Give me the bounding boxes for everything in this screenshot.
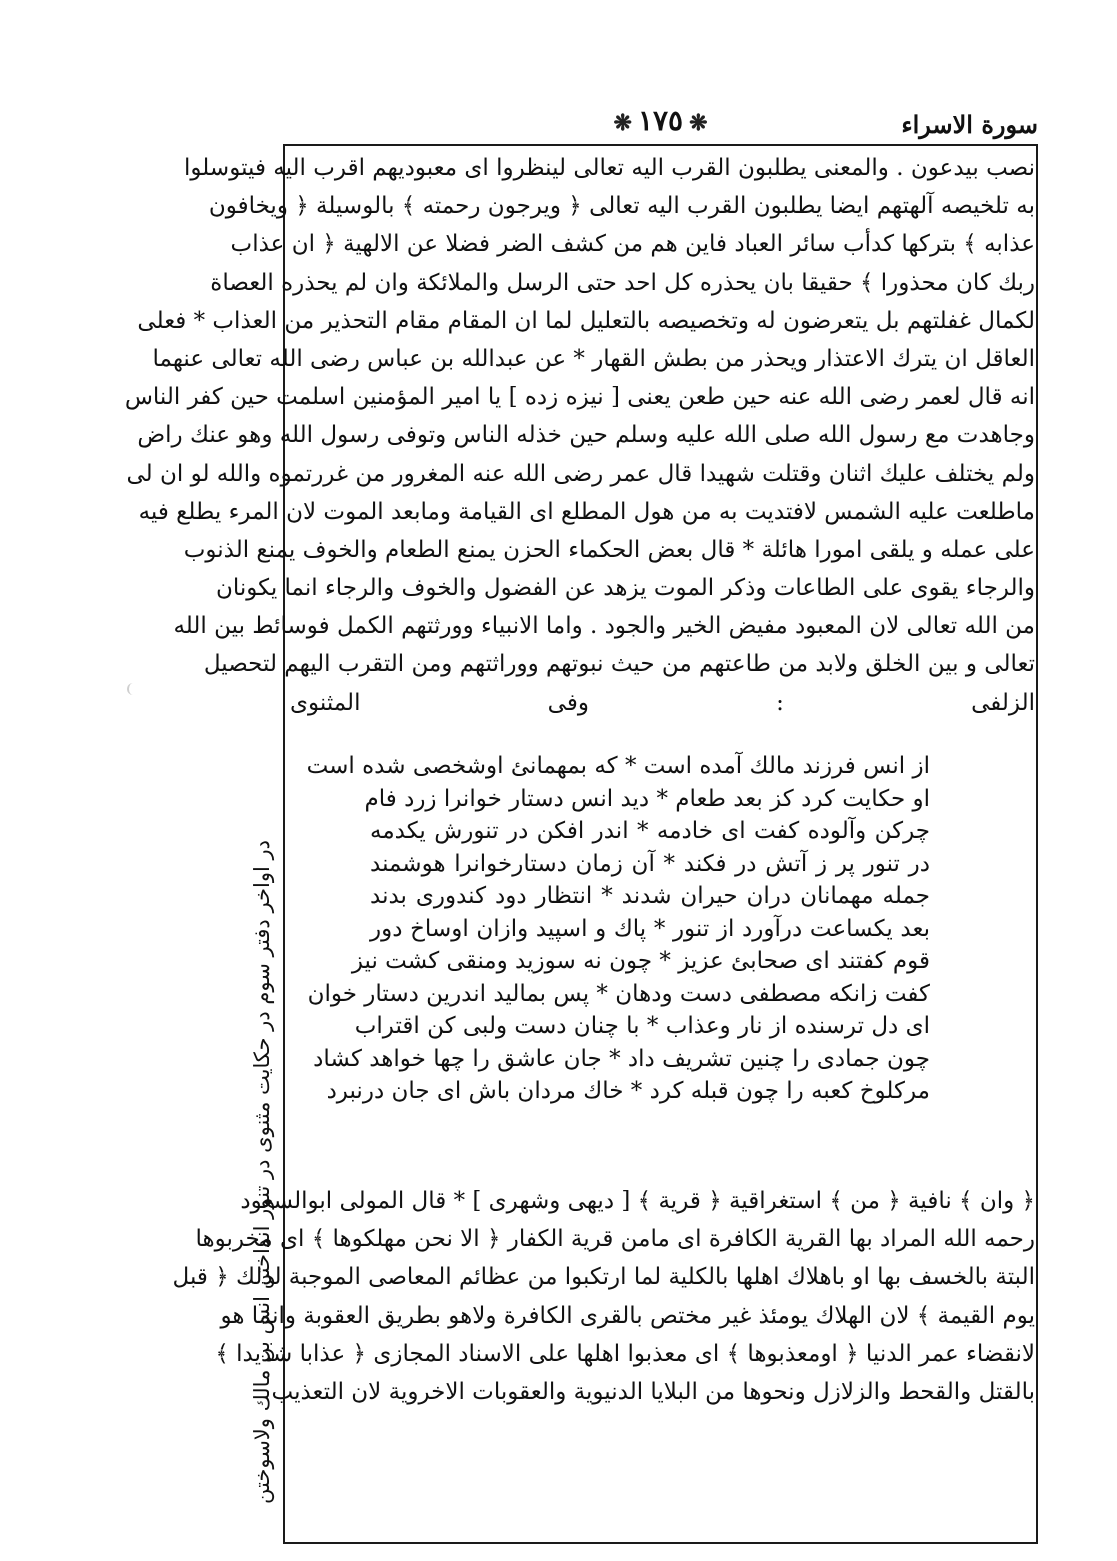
poem-verse: از انس فرزند مالك آمده است * كه بمهمانئ اوشخصى شده است [306, 753, 930, 779]
poem-verse: كفت زانكه مصطفى دست ودهان * پس بماليد اندرين دستار خوان [307, 980, 930, 1007]
text-line: ﴿ وان ﴾ نافية ﴿ من ﴾ استغراقية ﴿ قرية ﴾ [ ديهى وشهرى ] * قال المولى ابوالسعود [240, 1188, 1035, 1214]
text-line: انه قال لعمر رضى الله عنه حين طعن يعنى [ نيزه زده ] يا امير المؤمنين اسلمت حين كفر الناس [124, 384, 1035, 411]
text-line: وجاهدت مع رسول الله صلى الله عليه وسلم حين خذله الناس وتوفى رسول الله وهو عنك راض [137, 422, 1035, 449]
text-line: البتة بالخسف بها او باهلاك اهلها بالكلية لما ارتكبوا من عظائم المعاصى الموجبة لذلك ﴿ قبل [172, 1264, 1035, 1291]
ornament-left-icon: ❋ [689, 110, 708, 136]
text-line: عذابه ﴾ بتركها كدأب سائر العباد فاين هم من كشف الضر فضلا عن الالهية ﴿ ان عذاب [230, 231, 1035, 258]
ornament-right-icon: ❋ [613, 110, 632, 136]
text-line: رحمه الله المراد بها القرية الكافرة اى مامن قرية الكفار ﴿ الا نحن مهلكوها ﴾ اى مخربوها [195, 1226, 1035, 1253]
mathnawi-poem [306, 750, 930, 1108]
text-line: ماطلعت عليه الشمس لافتديت به من هول المطلع اى القيامة ومابعد الموت لان المرء يطلع فيه [138, 498, 1035, 525]
paper-mark [127, 683, 137, 695]
surah-title: سورة الاسراء [901, 110, 1038, 139]
poem-verse: او حكايت كرد كز بعد طعام * ديد انس دستار خوانرا زرد فام [364, 785, 930, 812]
text-line: نصب بيدعون . والمعنى يطلبون القرب اليه تعالى لينظروا اى معبوديهم اقرب اليه فيتوسلوا [184, 155, 1035, 181]
poem-verse: اى دل ترسنده از نار وعذاب * با چنان دست ولبى كن اقتراب [354, 1013, 930, 1039]
poem-verse: در تنور پر ز آتش در فكند * آن زمان دستارخوانرا هوشمند [370, 850, 930, 877]
poem-verse: چركن وآلوده كفت اى خادمه * اندر افكن در تنورش يكدمه [370, 818, 930, 844]
page-number-value: ١٧٥ [637, 104, 684, 137]
margin-note: در اواخر دفتر سوم در حكايت مثنوى در تنور انداختن انس بن مالك ولاسوختن [250, 840, 274, 1504]
text-line: يوم القيمة ﴾ لان الهلاك يومئذ غير مختص بالقرى الكافرة ولاهو بطريق العقوبة وانما هو [220, 1302, 1035, 1329]
text-line: لانقضاء عمر الدنيا ﴿ اومعذبوها ﴾ اى معذبوا اهلها على الاسناد المجازى ﴿ عذابا شديدا ﴾ [215, 1340, 1035, 1367]
poem-verse: بعد يكساعت درآورد از تنور * پاك و اسپيد وازان اوساخ دور [370, 915, 930, 942]
text-line: من الله تعالى لان المعبود مفيض الخير والجود . واما الانبياء وورثتهم الكمل فوسائط بين الله [173, 613, 1035, 640]
text-line: ربك كان محذورا ﴾ حقيقا بان يحذره كل احد حتى الرسل والملائكة وان لم يحذره العصاة [210, 269, 1035, 296]
tafsir-text-block [172, 1182, 1035, 1411]
text-line: على عمله و يلقى امورا هائلة * قال بعض الحكماء الحزن يمنع الطعام والخوف يمنع الذنوب [183, 536, 1035, 563]
poem-verse: مركلوخ كعبه را چون قبله كرد * خاك مردان باش اى جان درنبرد [326, 1078, 930, 1104]
text-line: تعالى و بين الخلق ولابد من طاعتهم من حيث نبوتهم ووراثتهم ومن التقرب اليهم لتحصيل [203, 651, 1035, 678]
page-header [283, 104, 1038, 144]
text-line: العاقل ان يترك الاعتذار ويحذر من بطش القهار * عن عبدالله بن عباس رضى الله تعالى عنهما [152, 345, 1035, 372]
poem-verse: قوم كفتند اى صحابئ عزيز * چون نه سوزيد ومنقى كشت نيز [351, 948, 930, 974]
main-text-block [124, 149, 1035, 722]
page-number [608, 104, 714, 137]
text-line: الزلفى : وفى المثنوى [290, 689, 1035, 716]
text-line: بالقتل والقحط والزلازل ونحوها من البلايا الدنيوية والعقوبات الاخروية لان التعذيب [271, 1378, 1035, 1405]
text-line: لكمال غفلتهم بل يتعرضون له وتخصيصه بالتعليل لما ان المقام مقام التحذير من العذاب * فعلى [137, 307, 1035, 334]
poem-verse: جمله مهمانان دران حيران شدند * انتظار دود كندورى بدند [370, 883, 930, 909]
text-line: والرجاء يقوى على الطاعات وذكر الموت يزهد عن الفضول والخوف والرجاء انما يكونان [215, 575, 1035, 602]
text-line: به تلخيصه آلهتهم ايضا يطلبون القرب اليه تعالى ﴿ ويرجون رحمته ﴾ بالوسيلة ﴿ ويخافون [208, 193, 1035, 220]
poem-verse: چون جمادى را چنين تشريف داد * جان عاشق را چها خواهد كشاد [313, 1045, 930, 1072]
text-line: ولم يختلف عليك اثنان وقتلت شهيدا قال عمر رضى الله عنه المغرور من غررتموه والله لو ان لى [126, 460, 1035, 487]
